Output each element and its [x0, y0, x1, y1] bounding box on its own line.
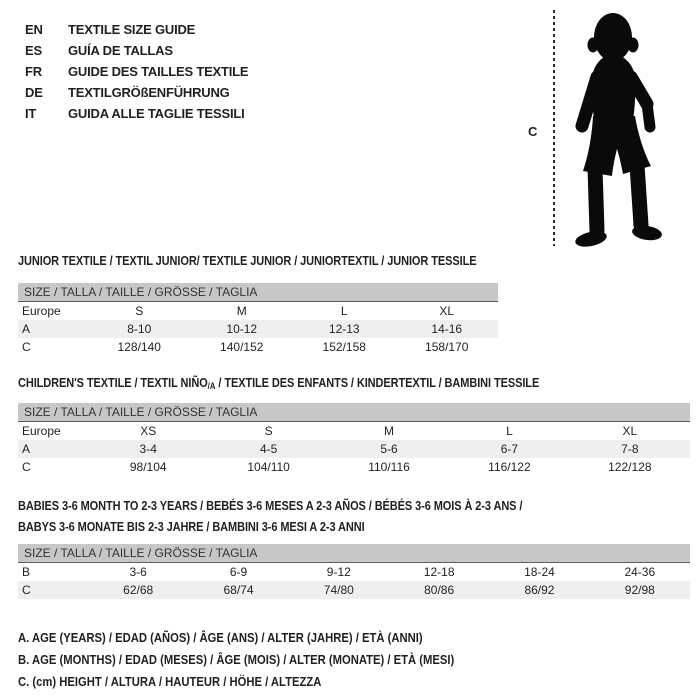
table-cell: 6-9	[229, 565, 248, 579]
table-cell: 62/68	[123, 583, 154, 597]
language-row-it	[25, 103, 248, 124]
row-label: B	[22, 565, 31, 579]
row-label: A	[22, 322, 31, 336]
language-row-fr	[25, 61, 248, 82]
table-row-height	[18, 338, 498, 356]
table-cell: L	[506, 424, 513, 438]
section-children-textile	[18, 376, 690, 476]
table-cell: 86/92	[524, 583, 555, 597]
title-text: CHILDREN'S TEXTILE / TEXTIL NIÑO	[18, 376, 208, 390]
row-label: Europe	[22, 424, 61, 438]
table-row-age-months	[18, 563, 690, 581]
table-cell: XS	[140, 424, 157, 438]
row-label: A	[22, 442, 31, 456]
footnote-a: A. AGE (YEARS) / EDAD (AÑOS) / ÂGE (ANS) / ALTER (JAHRE) / ETÀ (ANNI)	[18, 631, 423, 645]
title-subscript: /A	[207, 381, 216, 391]
section-title: JUNIOR TEXTILE / TEXTIL JUNIOR/ TEXTILE JUNIOR / JUNIORTEXTIL / JUNIOR TESSILE	[18, 254, 477, 268]
table-cell: M	[384, 424, 395, 438]
section-title-line1: BABIES 3-6 MONTH TO 2-3 YEARS / BEBÉS 3-6 MESES A 2-3 AÑOS / BÉBÉS 3-6 MOIS À 2-3 ANS /	[18, 499, 523, 513]
table-cell: 6-7	[500, 442, 519, 456]
table-row-europe	[18, 422, 690, 440]
table-cell: 128/140	[117, 340, 161, 354]
table-row-height	[18, 458, 690, 476]
table-cell: 9-12	[326, 565, 351, 579]
table-cell: 4-5	[259, 442, 278, 456]
table-row-age	[18, 440, 690, 458]
table-cell: 104/110	[247, 460, 290, 474]
table-cell: 158/170	[425, 340, 469, 354]
baby-silhouette-icon	[558, 4, 680, 248]
table-cell: 5-6	[380, 442, 398, 456]
language-title: GUIDA ALLE TAGLIE TESSILI	[68, 106, 245, 121]
section-title	[18, 376, 609, 390]
language-code: EN	[25, 22, 43, 37]
table-cell: 116/122	[488, 460, 531, 474]
table-row-height	[18, 581, 690, 599]
language-row-es	[25, 40, 248, 61]
table-cell: 10-12	[226, 322, 258, 336]
header-area	[0, 0, 700, 248]
row-label: C	[22, 460, 31, 474]
table-cell: 3-4	[139, 442, 157, 456]
row-label: Europe	[22, 304, 61, 318]
table-cell: XL	[439, 304, 455, 318]
table-cell: 74/80	[323, 583, 354, 597]
babies-size-table	[18, 563, 690, 599]
table-cell: 7-8	[621, 442, 639, 456]
language-title: GUÍA DE TALLAS	[68, 43, 173, 58]
language-title: GUIDE DES TAILLES TEXTILE	[68, 64, 249, 79]
table-cell: 92/98	[624, 583, 655, 597]
language-title: TEXTILGRÖßENFÜHRUNG	[68, 85, 230, 100]
language-list	[25, 19, 248, 124]
table-cell: 3-6	[129, 565, 147, 579]
size-tables-area	[0, 254, 700, 693]
section-junior-textile	[18, 254, 498, 356]
table-cell: 110/116	[368, 460, 410, 474]
height-measure-line	[553, 10, 555, 246]
size-header-bar: SIZE / TALLA / TAILLE / GRÖSSE / TAGLIA	[18, 403, 690, 422]
language-code: IT	[25, 106, 37, 121]
table-cell: 12-18	[423, 565, 455, 579]
height-measure-label: C	[528, 124, 538, 139]
language-code: FR	[25, 64, 42, 79]
section-title-line2: BABYS 3-6 MONATE BIS 2-3 JAHRE / BAMBINI 3-6 MESI A 2-3 ANNI	[18, 520, 365, 534]
section-babies-textile	[18, 496, 690, 599]
title-text: / TEXTILE DES ENFANTS / KINDERTEXTIL / BAMBINI TESSILE	[215, 376, 540, 390]
table-cell: 12-13	[328, 322, 360, 336]
language-row-en	[25, 19, 248, 40]
language-code: DE	[25, 85, 43, 100]
table-cell: L	[340, 304, 348, 318]
table-cell: XL	[622, 424, 638, 438]
footnotes	[18, 627, 700, 693]
row-label: C	[22, 583, 31, 597]
section-title	[18, 496, 690, 538]
table-cell: 122/128	[608, 460, 652, 474]
table-cell: 8-10	[127, 322, 152, 336]
table-cell: 140/152	[220, 340, 264, 354]
language-code: ES	[25, 43, 42, 58]
table-cell: S	[135, 304, 144, 318]
table-cell: 18-24	[524, 565, 555, 579]
footnote-c: C. (cm) HEIGHT / ALTURA / HAUTEUR / HÖHE / ALTEZZA	[18, 675, 322, 689]
size-header-bar: SIZE / TALLA / TAILLE / GRÖSSE / TAGLIA	[18, 544, 690, 563]
table-cell: M	[236, 304, 247, 318]
table-cell: 14-16	[431, 322, 463, 336]
table-cell: 152/158	[322, 340, 366, 354]
junior-size-table	[18, 302, 498, 356]
size-header-bar: SIZE / TALLA / TAILLE / GRÖSSE / TAGLIA	[18, 283, 498, 302]
children-size-table	[18, 422, 690, 476]
table-cell: 98/104	[129, 460, 167, 474]
table-cell: S	[264, 424, 273, 438]
language-title: TEXTILE SIZE GUIDE	[68, 22, 196, 37]
table-cell: 24-36	[624, 565, 656, 579]
table-cell: 68/74	[223, 583, 254, 597]
table-row-age	[18, 320, 498, 338]
footnote-b: B. AGE (MONTHS) / EDAD (MESES) / ÂGE (MOIS) / ALTER (MONATE) / ETÀ (MESI)	[18, 653, 455, 667]
table-row-europe	[18, 302, 498, 320]
language-row-de	[25, 82, 248, 103]
table-cell: 80/86	[424, 583, 455, 597]
row-label: C	[22, 340, 31, 354]
